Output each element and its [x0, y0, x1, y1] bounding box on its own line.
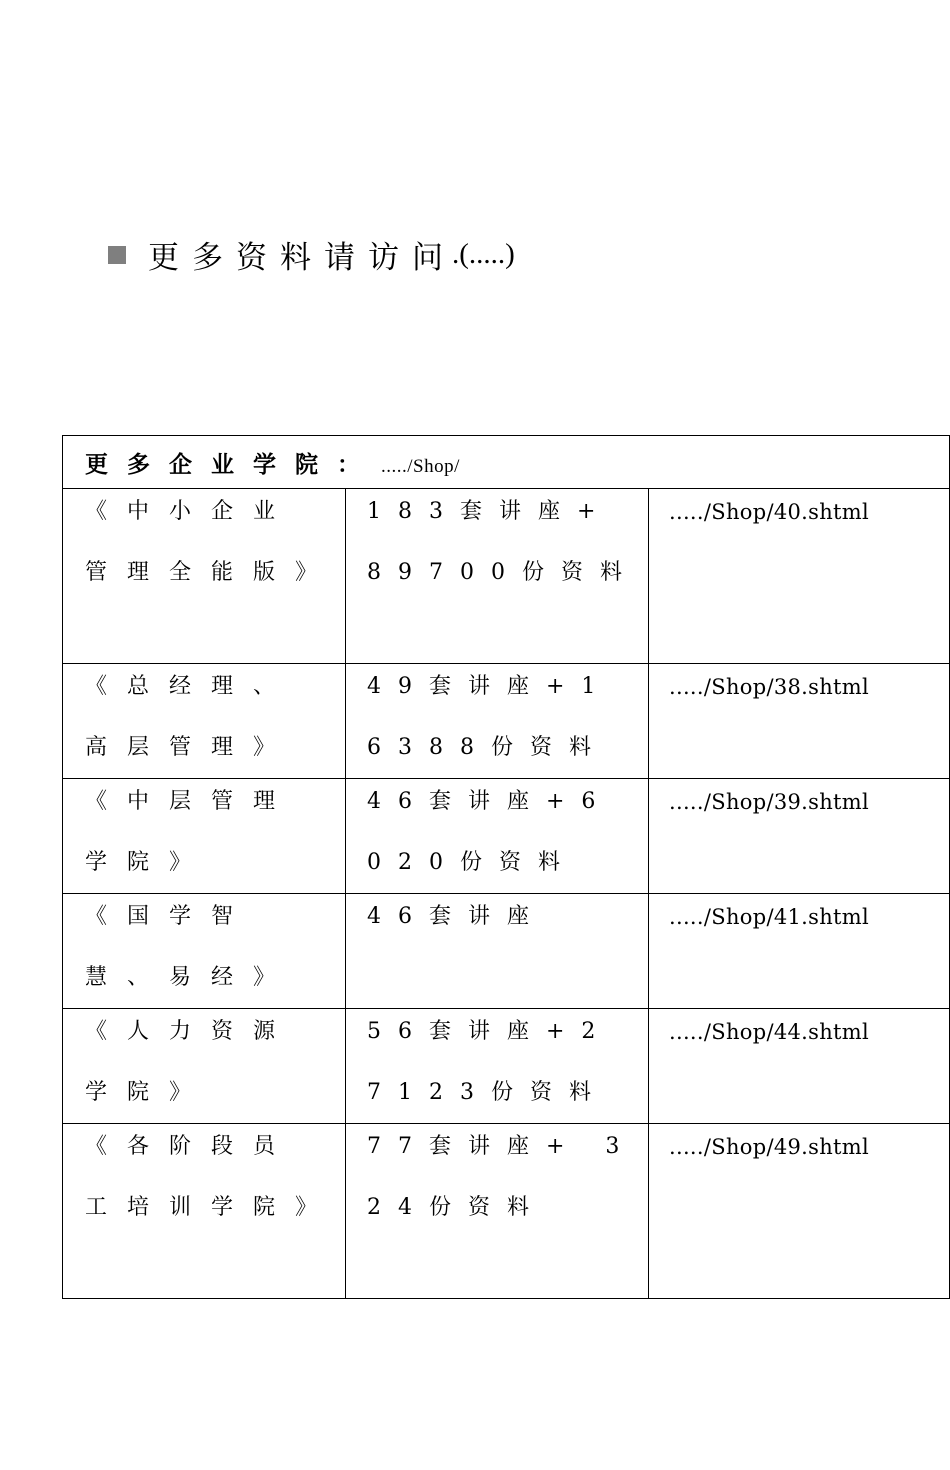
course-name: 《总经理、高层管理》 [85, 674, 296, 760]
course-content: 46套讲座+6020份资料 [367, 789, 613, 875]
page-heading [108, 232, 515, 276]
resource-table [62, 435, 950, 1299]
course-content: 77套讲座+ 324份资料 [367, 1134, 637, 1220]
course-link[interactable]: ...../Shop/39.shtml [669, 790, 869, 814]
table-row [63, 664, 950, 779]
table-row [63, 1009, 950, 1124]
heading-link[interactable]: .(.....) [452, 237, 515, 270]
course-name: 《中小企业管理全能版》 [85, 499, 338, 585]
course-name: 《国学智慧、易经》 [85, 904, 296, 990]
course-name: 《中层管理学院》 [85, 789, 296, 875]
table-header [63, 436, 950, 489]
course-link[interactable]: ...../Shop/44.shtml [669, 1020, 869, 1044]
course-link[interactable]: ...../Shop/40.shtml [669, 500, 869, 524]
heading-text: 更多资料请访问 [148, 239, 456, 276]
course-link[interactable]: ...../Shop/41.shtml [669, 905, 869, 929]
table-row [63, 779, 950, 894]
course-content: 56套讲座+27123份资料 [367, 1019, 613, 1105]
course-content: 49套讲座+16388份资料 [367, 674, 613, 760]
course-content: 183套讲座+89700份资料 [367, 499, 639, 585]
course-link[interactable]: ...../Shop/38.shtml [669, 675, 869, 699]
table-row [63, 894, 950, 1009]
table-header-label: 更多企业学院： [85, 450, 379, 478]
square-bullet-icon [108, 246, 126, 264]
course-link[interactable]: ...../Shop/49.shtml [669, 1135, 869, 1159]
course-name: 《人力资源学院》 [85, 1019, 296, 1105]
table-header-link[interactable]: ...../Shop/ [381, 455, 460, 477]
table-row [63, 489, 950, 664]
course-name: 《各阶段员工培训学院》 [85, 1134, 338, 1220]
course-content: 46套讲座 [367, 904, 546, 929]
table-row [63, 1124, 950, 1299]
